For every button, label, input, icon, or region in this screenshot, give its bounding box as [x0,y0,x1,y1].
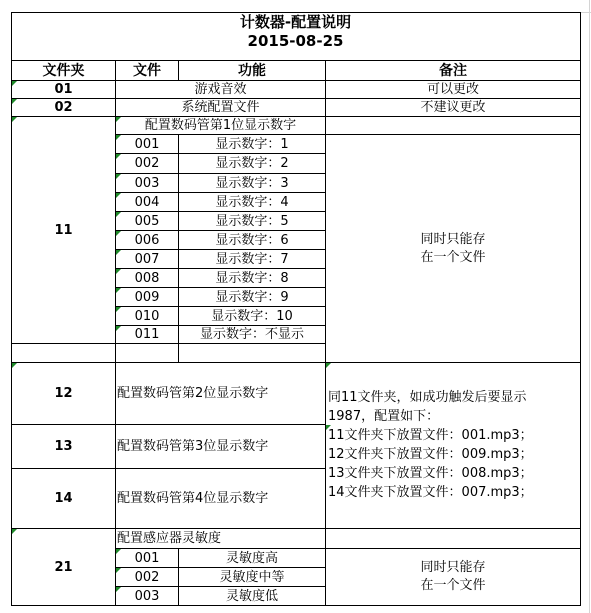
cell-file-11-001[interactable]: 001 [134,136,160,152]
sheet-date: 2015-08-25 [247,32,344,50]
cell-file-21-003[interactable]: 003 [134,588,160,604]
cell-file-11-005[interactable]: 005 [134,213,160,229]
cell-file-11-004[interactable]: 004 [134,194,160,210]
cell-file-11-011[interactable]: 011 [134,327,160,342]
cell-remark-02[interactable]: 不建议更改 [420,100,486,115]
cell-function-01[interactable]: 游戏音效 [194,82,247,97]
note-line: 11文件夹下放置文件：001.mp3； [328,428,533,443]
cell-function-11-006[interactable]: 显示数字：6 [215,232,289,248]
cell-function-21-003[interactable]: 灵敏度低 [225,588,278,604]
cell-folder-21[interactable]: 21 [54,559,73,575]
cell-function-21-001[interactable]: 灵敏度高 [225,550,278,566]
remark-11-line2: 在一个文件 [420,249,486,265]
cell-function-13[interactable]: 配置数码管第3位显示数字 [117,439,269,454]
note-line: 12文件夹下放置文件：009.mp3； [328,447,533,462]
cell-file-11-010[interactable]: 010 [134,308,160,324]
note-line: 14文件夹下放置文件：007.mp3； [328,485,533,500]
cell-function-02[interactable]: 系统配置文件 [181,100,260,115]
cell-folder-11[interactable]: 11 [54,222,73,238]
cell-function-11-007[interactable]: 显示数字：7 [215,251,289,267]
cell-folder-01[interactable]: 01 [54,82,73,97]
cell-empty-c[interactable] [179,344,325,362]
cell-function-11-008[interactable]: 显示数字：8 [215,270,289,286]
remark-11-line1: 同时只能存 [420,231,486,247]
cell-folder-12[interactable]: 12 [54,386,73,401]
title-block [11,12,580,52]
header-remark[interactable]: 备注 [439,62,467,79]
cell-empty-b[interactable] [116,344,178,362]
note-line: 1987，配置如下： [328,409,440,424]
cell-function-14[interactable]: 配置数码管第4位显示数字 [117,491,269,506]
cell-remark-21[interactable] [326,549,580,605]
header-function[interactable]: 功能 [238,62,266,79]
cell-function-11-002[interactable]: 显示数字：2 [215,156,289,171]
cell-folder-13[interactable]: 13 [54,439,73,454]
cell-file-11-009[interactable]: 009 [134,289,160,305]
remark-21-line1: 同时只能存 [420,560,486,575]
cell-file-11-007[interactable]: 007 [134,251,160,267]
cell-remark-01[interactable]: 可以更改 [426,82,479,97]
sheet-title: 计数器-配置说明 [239,13,352,31]
cell-file-11-008[interactable]: 008 [134,270,160,286]
cell-file-11-003[interactable]: 003 [134,175,160,191]
cell-function-11-010[interactable]: 显示数字：10 [211,308,293,324]
remark-21-line2: 在一个文件 [420,578,486,593]
note-line: 同11文件夹，如成功触发后要显示 [328,390,527,405]
cell-heading-11[interactable]: 配置数码管第1位显示数字 [144,118,297,133]
cell-function-21-002[interactable]: 灵敏度中等 [219,569,285,585]
header-file[interactable]: 文件 [133,62,161,79]
cell-remark-12-14[interactable] [328,388,582,502]
cell-function-12[interactable]: 配置数码管第2位显示数字 [117,386,269,401]
note-line: 13文件夹下放置文件：008.mp3； [328,466,533,481]
cell-folder-14[interactable]: 14 [54,491,73,506]
cell-file-21-001[interactable]: 001 [134,550,160,566]
cell-function-11-005[interactable]: 显示数字：5 [215,213,289,229]
header-folder[interactable]: 文件夹 [42,62,85,79]
cell-function-11-011[interactable]: 显示数字：不显示 [199,327,304,342]
cell-remark-11[interactable] [326,135,580,362]
cell-function-11-004[interactable]: 显示数字：4 [215,194,289,210]
cell-function-11-009[interactable]: 显示数字：9 [215,289,289,305]
cell-file-11-006[interactable]: 006 [134,232,160,248]
cell-function-11-003[interactable]: 显示数字：3 [215,175,289,191]
cell-file-11-002[interactable]: 002 [134,156,160,171]
cell-remark-21-top[interactable] [326,529,580,548]
cell-heading-21[interactable]: 配置感应器灵敏度 [117,531,222,546]
cell-function-11-001[interactable]: 显示数字：1 [215,136,289,152]
cell-empty-a[interactable] [12,344,115,362]
cell-folder-02[interactable]: 02 [54,100,73,115]
cell-file-21-002[interactable]: 002 [134,569,160,585]
